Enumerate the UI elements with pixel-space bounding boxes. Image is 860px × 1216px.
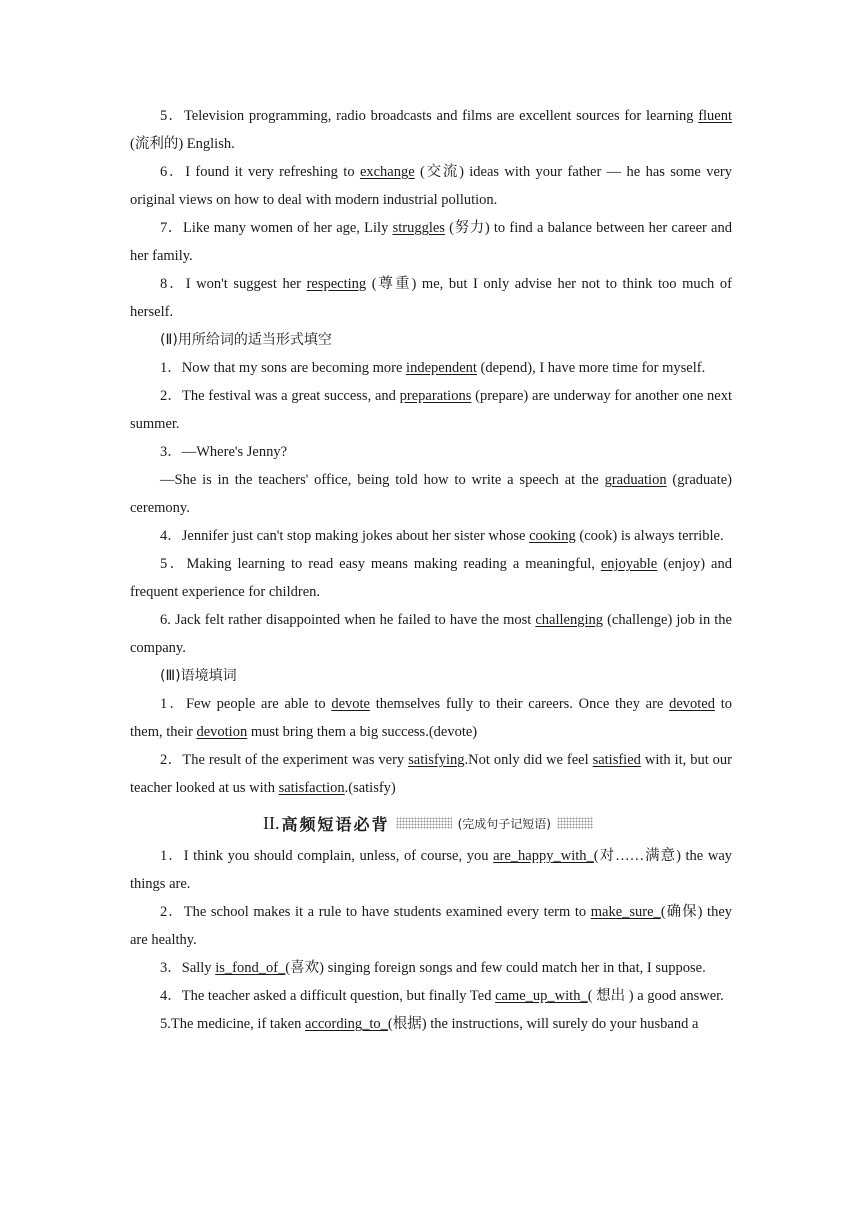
answer-blank: respecting [306, 276, 367, 292]
answer-blank: devotion [196, 724, 248, 740]
exercise-item: 3．—Where's Jenny? [160, 444, 288, 460]
banner-title: 高频短语必背 [281, 814, 390, 834]
answer-blank: independent [406, 360, 477, 376]
answer-blank: preparations [399, 388, 472, 404]
answer-blank: struggles [392, 220, 445, 236]
banner-numeral: II. [263, 812, 280, 833]
exercise-item: 2．The result of the experiment was very satisfying.Not only did we feel satisfied with it, but our teacher looked at us with satisfaction.(satisfy) [130, 752, 733, 796]
answer-blank: fluent [698, 108, 733, 124]
phrase-item: 3．Sally is_fond_of_(喜欢) singing foreign songs and few could match her in that, I suppose. [160, 960, 706, 976]
answer-blank: cooking [529, 528, 576, 544]
exercise-item: 5．Television programming, radio broadcasts and films are excellent sources for learning fluent (流利的) English. [130, 108, 733, 152]
section-heading-ii: (Ⅱ)用所给词的适当形式填空 [160, 332, 332, 348]
answer-blank: challenging [535, 612, 603, 628]
exercise-item: 1．Few people are able to devote themselves fully to their careers. Once they are devoted to them, their devotion must bring them a big success.(devote) [130, 696, 733, 740]
section-heading-iii: (Ⅲ)语境填词 [160, 668, 237, 684]
answer-blank: is_fond_of_ [215, 960, 286, 976]
section-banner [130, 808, 732, 838]
dotted-divider [396, 817, 452, 829]
answer-blank: are_happy_with_ [493, 848, 594, 864]
exercise-item: —She is in the teachers' office, being told how to write a speech at the graduation (graduate) ceremony. [130, 472, 732, 516]
exercise-item: 1．Now that my sons are becoming more independent (depend), I have more time for myself. [160, 360, 706, 376]
banner-note: (完成句子记短语) [457, 816, 551, 831]
exercise-item: 6. Jack felt rather disappointed when he failed to have the most challenging (challenge) job in the company. [130, 612, 732, 656]
answer-blank: graduation [604, 472, 667, 488]
answer-blank: devoted [669, 696, 715, 712]
answer-blank: came_up_with_ [495, 988, 588, 1004]
exercise-item: 7．Like many women of her age, Lily struggles (努力) to find a balance between her career and her family. [130, 220, 732, 264]
answer-blank: enjoyable [600, 556, 658, 572]
phrase-item: 4．The teacher asked a difficult question, but finally Ted came_up_with_( 想出 ) a good answer. [160, 988, 724, 1004]
answer-blank: devote [331, 696, 370, 712]
answer-blank: satisfying [408, 752, 465, 768]
exercise-item: 5．Making learning to read easy means making reading a meaningful, enjoyable (enjoy) and frequent experience for children. [130, 556, 732, 600]
exercise-item: 6．I found it very refreshing to exchange (交流) ideas with your father — he has some very original views on how to deal with modern industrial pollution. [130, 164, 732, 208]
answer-blank: make_sure_ [590, 904, 661, 920]
answer-blank: according_to_ [304, 1016, 388, 1032]
answer-blank: satisfied [592, 752, 641, 768]
phrase-item: 2．The school makes it a rule to have students examined every term to make_sure_(确保) they are healthy. [130, 904, 733, 948]
worksheet-content [130, 102, 732, 1038]
answer-blank: satisfaction [278, 780, 345, 796]
exercise-item: 4．Jennifer just can't stop making jokes about her sister whose cooking (cook) is always terrible. [160, 528, 724, 544]
answer-blank: exchange [359, 164, 415, 180]
dotted-divider [557, 817, 593, 829]
exercise-item: 2．The festival was a great success, and preparations (prepare) are underway for another one next summer. [130, 388, 733, 432]
phrase-item: 1．I think you should complain, unless, of course, you are_happy_with_(对……满意) the way things are. [130, 848, 733, 892]
exercise-item: 8．I won't suggest her respecting (尊重) me, but I only advise her not to think too much of herself. [130, 276, 732, 320]
phrase-item: 5.The medicine, if taken according_to_(根据) the instructions, will surely do your husband a [160, 1016, 699, 1032]
